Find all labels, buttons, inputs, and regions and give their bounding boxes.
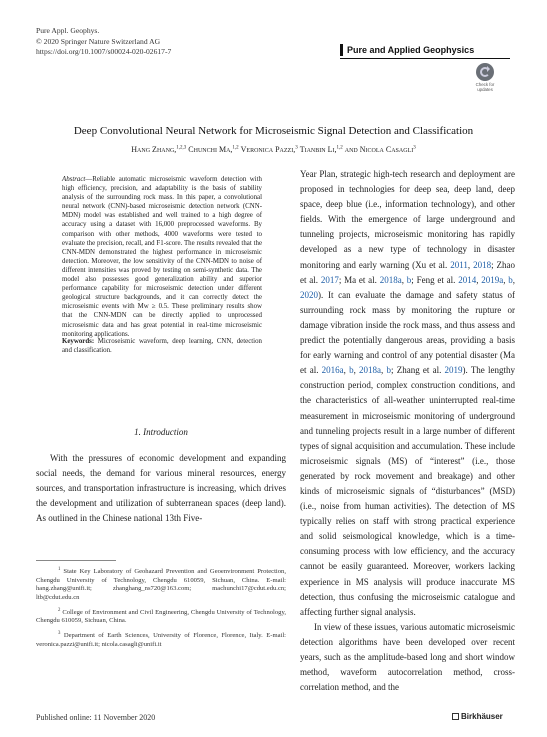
abstract [62, 175, 262, 339]
footnote-number: 3 [58, 630, 61, 636]
abstract-text: —Reliable automatic microseismic waveform detection with high efficiency, precision, and adaptability is the basis of stability analysis of the surrounding rock mass. In this paper, a convolutional neural network (CNN)-based microseismic detection network (CNN-MDN) model was established and well trained to a high degree of accuracy using a dataset with 16,000 preprocessed waveforms. By comparison with other methods, 4000 waveforms were tested to evaluate the precision, recall, and F1-score. The results revealed that the CNN-MDN demonstrated the highest performance in microseismic detection. Moreover, the low sensitivity of the CNN-MDN to noise of different intensities was proved by testing on semi-synthetic data. The model also possesses good generalization ability and superior performance capability for microseismic detection under different geological structure backgrounds, and it can correctly detect the microseismic events with Mw ≥ 0.5. These preliminary results show that the CNN-MDN can be directly applied to unprocessed microseismic data and has great potential in real-time microseismic monitoring applications. [62, 176, 262, 338]
footnote-item [36, 566, 286, 603]
body-text: , [343, 365, 350, 376]
updates-badge-line1: Check for [475, 82, 495, 87]
publisher-name: Birkhäuser [461, 712, 503, 721]
citation-link[interactable]: b [349, 365, 354, 376]
citation-link[interactable]: 2017 [320, 274, 339, 285]
citation-link[interactable]: 2011 [450, 259, 468, 270]
publisher-logo [452, 712, 503, 721]
keywords-text: Microseismic waveform, deep learning, CNN, detection and classification. [62, 338, 262, 355]
author-affiliation: 1,2 [232, 145, 239, 151]
journal-short-name: Pure Appl. Geophys. [36, 26, 100, 35]
author-affiliation: 3 [413, 145, 416, 151]
author-list [20, 145, 527, 154]
journal-citation-header [36, 26, 171, 58]
body-paragraph [300, 167, 515, 620]
body-text: Year Plan, strategic high-tech research and deployment are proposed in technologies for deep sea, deep land, deep space, deep blue (i.e., information technology), and other fields. With the emergence of large underground and tunneling projects, microseismic monitoring has rapidly developed as a new type of technology in disaster monitoring and early warning (Xu et al. [300, 169, 515, 270]
abstract-label: Abstract [62, 176, 86, 183]
footnote-number: 2 [58, 607, 61, 613]
journal-banner: Pure and Applied Geophysics [340, 44, 510, 56]
citation-link[interactable]: 2018a [359, 365, 382, 376]
citation-link[interactable]: 2018 [473, 259, 492, 270]
citation-link[interactable]: b [508, 274, 513, 285]
refresh-icon [476, 63, 494, 81]
footnote-text: Department of Earth Sciences, University of Florence, Florence, Italy. E-mail: veronica.pazzi@unifi.it; nicola.casagli@unifi.it [36, 632, 286, 648]
doi-link[interactable]: https://doi.org/10.1007/s00024-020-02617-7 [36, 47, 172, 56]
footnote-number: 1 [58, 567, 61, 572]
footnote-text: State Key Laboratory of Geohazard Prevention and Geoenvironment Protection, Chengdu University of Technology, Chengdu 610059, Sichuan, China. E-mail: hang.zhang@unifi.it; zhanghang_ns720@163.com; machunchi17@cdut.edu.cn; ltb@cdut.edu.cn [36, 568, 286, 601]
citation-link[interactable]: b [386, 365, 391, 376]
body-text: , [476, 274, 482, 285]
copyright-line: © 2020 Springer Nature Switzerland AG [36, 36, 161, 46]
footnotes [36, 566, 286, 653]
author-name: Hang Zhang, [131, 145, 177, 154]
footnote-item [36, 607, 286, 626]
citation-link[interactable]: 2014 [458, 274, 477, 285]
body-text: ; Zhang et al. [391, 365, 445, 376]
author-affiliation: 1,2 [336, 145, 343, 151]
published-date: Published online: 11 November 2020 [36, 713, 156, 722]
body-text: , [353, 365, 360, 376]
body-paragraph: In view of these issues, various automatic microseismic detection algorithms have been developed over recent years, such as the amplitude-based long and short window method, waveform autocorrelation method, cross-correlation method, and the [300, 621, 515, 693]
author-name: and Nicola Casagli [344, 145, 414, 154]
author-name: Tianbin Li, [299, 145, 337, 154]
body-text: , [503, 274, 509, 285]
right-column-body [300, 167, 515, 695]
footnote-divider [36, 560, 116, 561]
updates-badge-line2: updates [477, 87, 493, 92]
keywords-label: Keywords: [62, 338, 95, 345]
body-text: , [401, 274, 407, 285]
body-text: , [381, 365, 387, 376]
keywords [62, 337, 262, 355]
citation-link[interactable]: 2018a [379, 274, 402, 285]
author-affiliation: 1,2,3 [176, 145, 187, 151]
intro-paragraph: With the pressures of economic development and expanding social needs, the demand for various mineral resources, energy sources, and transportation infrastructure is increasing, which drives the development and utilization of subterranean spaces (deep land). As outlined in the Chinese national 13th Five- [36, 453, 286, 524]
banner-divider [340, 58, 510, 59]
body-text: ). The lengthy construction period, complex construction conditions, and the characteristics of all-weather uninterrupted real-time measurement in microseismic monitoring of underground and tunneling projects result in a large number of different types of signal acquisition and accumulation. These include microseismic signals (MS) of “interest” (i.e., those generated by rock movement and breakage) and other kinds of microseismic signals of “disturbances” (MSD) (i.e., noise from human activities). The detection of MS typically relies on staff with strong practical experience and solid seismological knowledge, which is a time-consuming process with low efficiency, and the accuracy cannot be easily guaranteed. Moreover, workers lacking experience in MS analysis will produce inaccurate MS detection, thus confusing the microseismic catalogue and affecting further signal analysis. [300, 365, 516, 617]
footnote-item [36, 630, 286, 649]
paper-title: Deep Convolutional Neural Network for Microseismic Signal Detection and Classification [73, 125, 474, 137]
check-for-updates-badge[interactable] [471, 63, 499, 93]
footnote-text: College of Environment and Civil Engineering, Chengdu University of Technology, Chengdu 610059, Sichuan, China. [36, 608, 286, 625]
citation-link[interactable]: 2020 [300, 289, 318, 300]
citation-link[interactable]: 2016a [321, 365, 344, 376]
body-text: , [467, 259, 474, 270]
body-text: ; Ma et al. [338, 274, 380, 285]
author-name: Chunchi Ma, [188, 145, 233, 154]
body-text: , [512, 274, 516, 285]
author-name: Veronica Pazzi, [240, 145, 296, 154]
body-text: ). It can evaluate the damage and safety status of surrounding rock mass by monitoring the rupture or damage vibration inside the rock mass, and thus assess and predict the potentially dangerous areas, providing a basis for early warning and control of any potential disaster (Ma et al. [300, 289, 515, 376]
citation-link[interactable]: 2019a [481, 274, 504, 285]
citation-link[interactable]: b [406, 274, 412, 285]
birkhauser-logo-icon [452, 713, 459, 720]
author-affiliation: 3 [295, 145, 298, 151]
body-text: ; Zhao et al. [300, 259, 515, 285]
section-heading-introduction: 1. Introduction [134, 427, 188, 437]
citation-link[interactable]: 2019 [444, 365, 463, 376]
body-text: ; Feng et al. [411, 274, 459, 285]
